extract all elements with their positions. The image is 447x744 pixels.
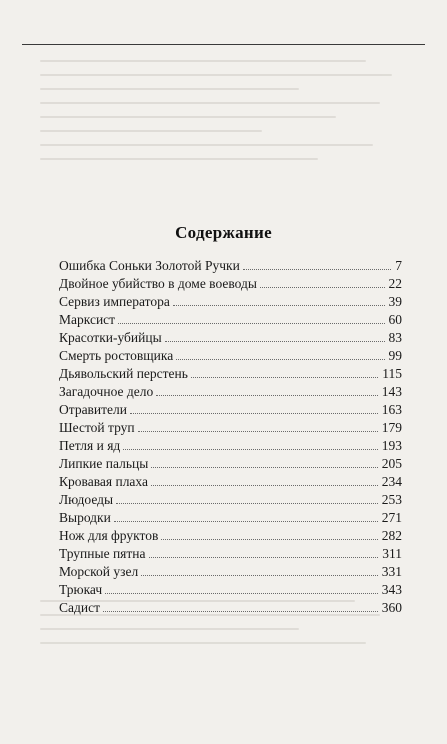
toc-entry (59, 275, 402, 293)
toc-entry-page-number: 311 (382, 546, 402, 561)
toc-entry-title: Нож для фруктов (59, 528, 159, 543)
toc-entry (59, 329, 402, 347)
dot-leader (191, 377, 378, 378)
toc-entry (59, 473, 402, 491)
dot-leader (138, 431, 378, 432)
toc-entry-title: Отравители (59, 402, 128, 417)
toc-entry (59, 455, 402, 473)
bleed-through-lower (40, 600, 410, 680)
toc-entry-page-number: 7 (395, 258, 402, 273)
toc-entry-title: Людоеды (59, 492, 114, 507)
dot-leader (141, 575, 378, 576)
toc-entry-title: Садист (59, 600, 100, 615)
toc-entry-title: Морской узел (59, 564, 139, 579)
table-of-contents (59, 257, 402, 617)
toc-entry-title: Липкие пальцы (59, 456, 149, 471)
toc-entry-page-number: 343 (381, 582, 402, 597)
toc-entry-page-number: 22 (388, 276, 402, 291)
toc-entry (59, 401, 402, 419)
dot-leader (116, 503, 378, 504)
bleed-through-upper (40, 60, 410, 200)
toc-entry (59, 545, 402, 563)
toc-entry-title: Ошибка Соньки Золотой Ручки (59, 258, 240, 273)
toc-entry (59, 437, 402, 455)
dot-leader (151, 485, 378, 486)
dot-leader (114, 521, 378, 522)
toc-entry (59, 347, 402, 365)
toc-entry-title: Загадочное дело (59, 384, 154, 399)
dot-leader (130, 413, 378, 414)
toc-entry-title: Марксист (59, 312, 116, 327)
dot-leader (260, 287, 385, 288)
toc-entry (59, 365, 402, 383)
toc-entry-title: Красотки-убийцы (59, 330, 162, 345)
dot-leader (118, 323, 384, 324)
toc-entry-page-number: 99 (388, 348, 402, 363)
toc-entry-page-number: 163 (381, 402, 402, 417)
toc-entry (59, 311, 402, 329)
toc-entry-title: Трюкач (59, 582, 103, 597)
dot-leader (243, 269, 391, 270)
dot-leader (123, 449, 377, 450)
toc-entry-page-number: 193 (381, 438, 402, 453)
toc-entry-page-number: 234 (381, 474, 402, 489)
toc-entry (59, 257, 402, 275)
toc-entry-title: Двойное убийство в доме воеводы (59, 276, 257, 291)
dot-leader (105, 593, 378, 594)
toc-entry (59, 563, 402, 581)
header-rule (22, 44, 425, 45)
toc-entry (59, 491, 402, 509)
toc-entry-title: Выродки (59, 510, 111, 525)
toc-entry-page-number: 39 (388, 294, 402, 309)
toc-entry-title: Шестой труп (59, 420, 135, 435)
toc-entry-page-number: 331 (381, 564, 402, 579)
toc-entry (59, 419, 402, 437)
toc-entry-page-number: 60 (388, 312, 402, 327)
toc-entry-page-number: 282 (381, 528, 402, 543)
toc-entry-page-number: 143 (381, 384, 402, 399)
toc-entry-page-number: 253 (381, 492, 402, 507)
dot-leader (156, 395, 378, 396)
toc-entry-title: Сервиз императора (59, 294, 170, 309)
toc-entry-title: Петля и яд (59, 438, 121, 453)
toc-entry-title: Дьявольский перстень (59, 366, 188, 381)
toc-entry-page-number: 179 (381, 420, 402, 435)
toc-entry-page-number: 83 (388, 330, 402, 345)
toc-entry (59, 581, 402, 599)
toc-entry-page-number: 115 (382, 366, 402, 381)
dot-leader (161, 539, 377, 540)
dot-leader (149, 557, 379, 558)
page-title: Содержание (175, 223, 272, 242)
toc-entry-page-number: 271 (381, 510, 402, 525)
toc-entry (59, 509, 402, 527)
dot-leader (165, 341, 385, 342)
toc-entry (59, 293, 402, 311)
toc-entry-title: Смерть ростовщика (59, 348, 174, 363)
toc-entry-page-number: 205 (381, 456, 402, 471)
toc-entry (59, 383, 402, 401)
dot-leader (173, 305, 385, 306)
toc-entry-page-number: 360 (381, 600, 402, 615)
dot-leader (151, 467, 377, 468)
toc-entry-title: Кровавая плаха (59, 474, 148, 489)
dot-leader (176, 359, 384, 360)
toc-entry (59, 527, 402, 545)
toc-entry-title: Трупные пятна (59, 546, 146, 561)
